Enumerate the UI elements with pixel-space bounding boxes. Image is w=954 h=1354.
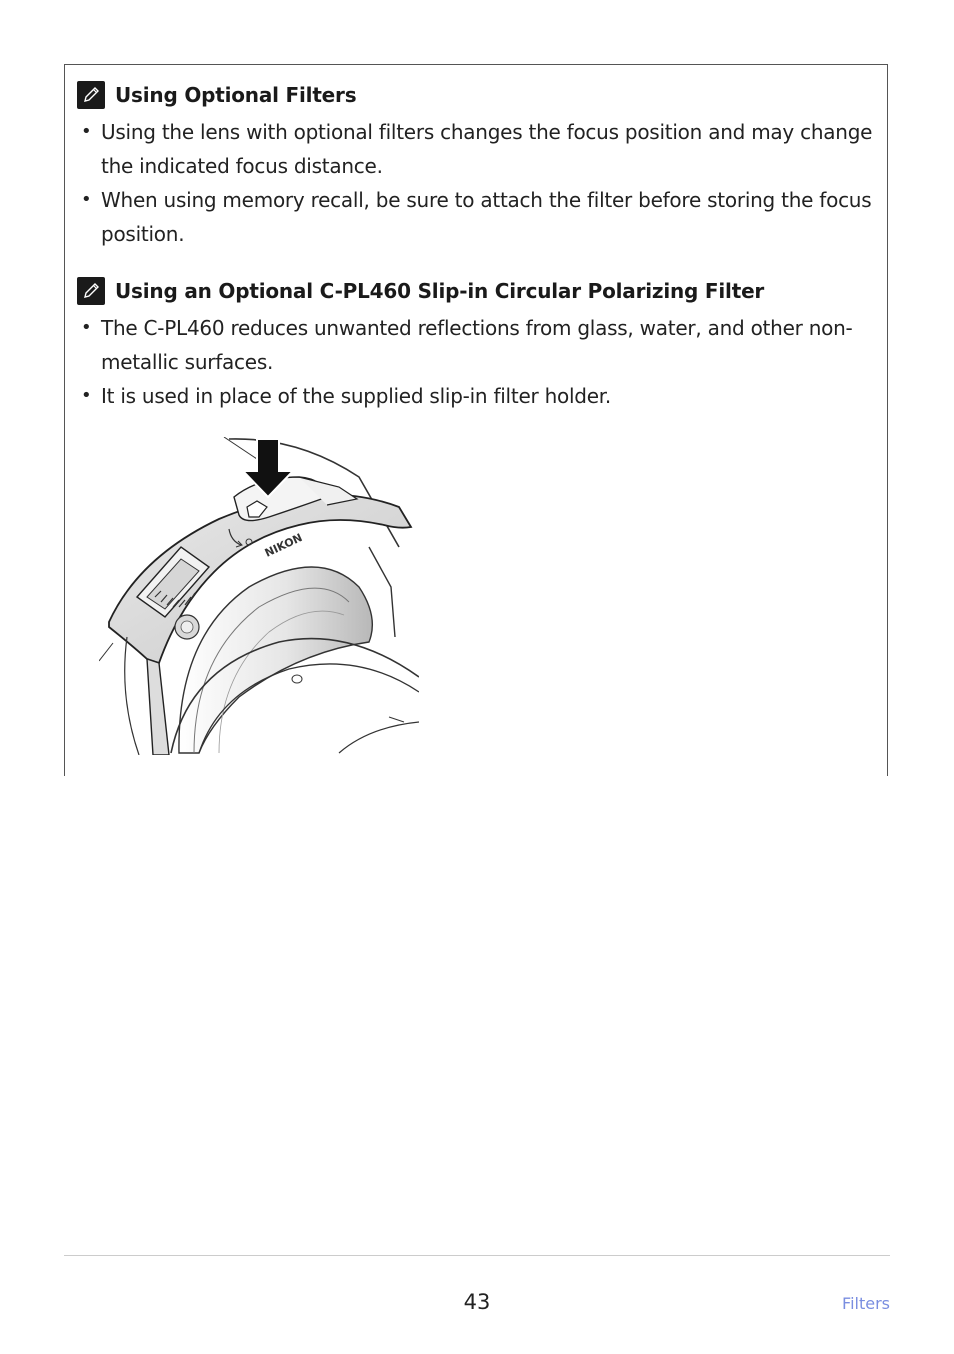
- note-box: [64, 64, 888, 776]
- bullet-item: • The C-PL460 reduces unwanted reflections from glass, water, and other non-metallic surfaces.: [77, 311, 873, 379]
- note-heading: [77, 275, 873, 307]
- footer-divider: [64, 1255, 890, 1256]
- section-link-filters[interactable]: Filters: [842, 1294, 890, 1313]
- note-cpl460-filter: [77, 275, 873, 413]
- note-heading-text: Using an Optional C-PL460 Slip-in Circular Polarizing Filter: [115, 279, 765, 303]
- svg-text:NIKON: NIKON: [262, 531, 305, 560]
- pencil-icon: [77, 277, 105, 305]
- page-number: 43: [463, 1290, 491, 1314]
- bullet-list: [77, 311, 873, 413]
- pencil-icon: [77, 81, 105, 109]
- note-optional-filters: [77, 79, 873, 251]
- bullet-item: • Using the lens with optional filters changes the focus position and may change the indicated focus distance.: [77, 115, 873, 183]
- bullet-list: [77, 115, 873, 251]
- bullet-item: • When using memory recall, be sure to attach the filter before storing the focus position.: [77, 183, 873, 251]
- bullet-item: • It is used in place of the supplied slip-in filter holder.: [77, 379, 873, 413]
- note-heading: [77, 79, 873, 111]
- note-heading-text: Using Optional Filters: [115, 83, 357, 107]
- filter-insertion-illustration: [99, 437, 419, 755]
